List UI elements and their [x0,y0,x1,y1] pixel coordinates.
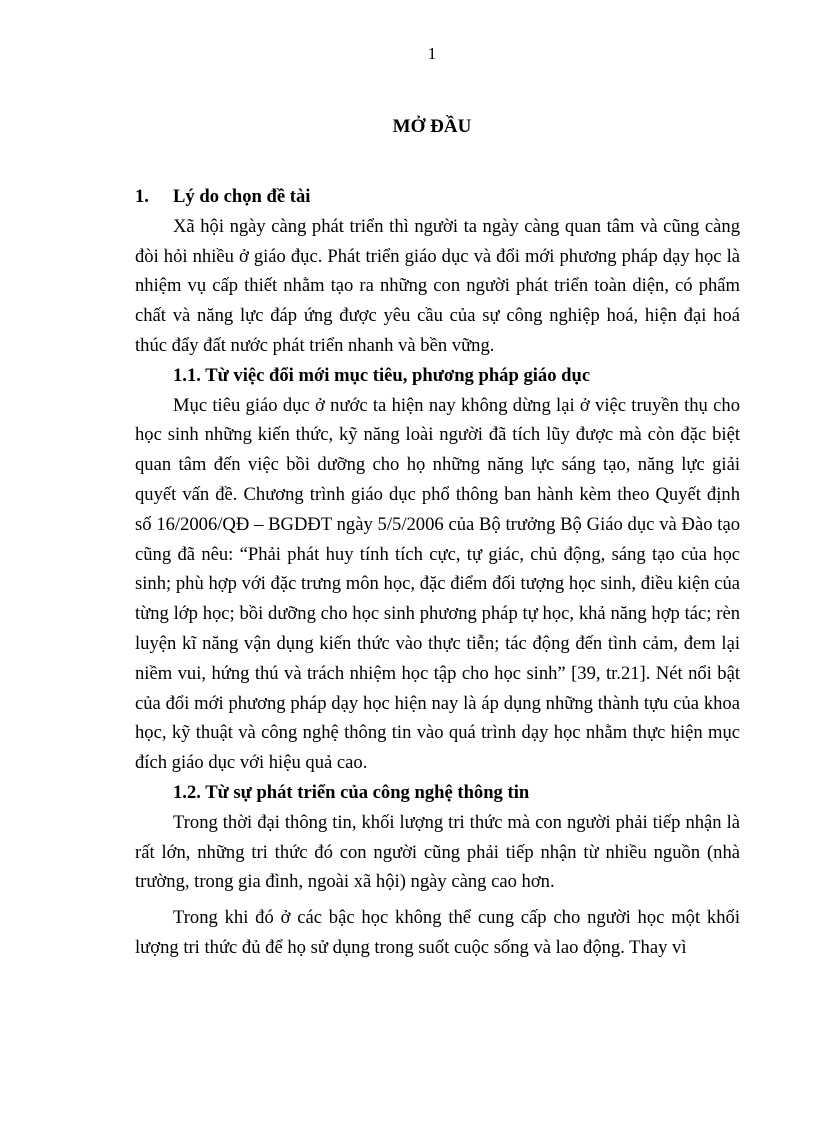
paragraph-intro: Xã hội ngày càng phát triển thì người ta ngày càng quan tâm và cũng càng đòi hỏi nhiều ở giáo đục. Phát triển giáo dục và đổi mới phương pháp dạy học là nhiệm vụ cấp thiết nhằm tạo ra những con người phát triển toàn diện, có phẩm chất và năng lực đáp ứng được yêu cầu của sự công nghiệp hoá, hiện đại hoá thúc đẩy đất nước phát triển nhanh và bền vững. [135,215,740,356]
section-number: 1. [135,186,149,207]
page-title: MỞ ĐẦU [392,116,472,137]
section-heading-1 [135,182,740,212]
paragraph-1-2-a: Trong thời đại thông tin, khối lượng tri thức mà con người phải tiếp nhận là rất lớn, những tri thức đó con người cũng phải tiếp nhận từ nhiều nguồn (nhà trường, trong gia đình, ngoài xã hội) ngày càng cao hơn. [135,811,740,893]
subsection-heading-1-1: 1.1. Từ việc đổi mới mục tiêu, phương pháp giáo dục [173,364,591,386]
document-body [135,182,740,963]
page-number: 1 [427,44,437,63]
paragraph-1-1: Mục tiêu giáo dục ở nước ta hiện nay không dừng lại ở việc truyền thụ cho học sinh những kiến thức, kỹ năng loài người đã tích lũy được mà còn đặc biệt quan tâm đến việc bồi dưỡng cho họ những năng lực sáng tạo, năng lực giải quyết vấn đề. Chương trình giáo dục phổ thông ban hành kèm theo Quyết định số 16/2006/QĐ – BGDĐT ngày 5/5/2006 của Bộ trưởng Bộ Giáo dục và Đào tạo cũng đã nêu: “Phải phát huy tính tích cực, tự giác, chủ động, sáng tạo của học sinh; phù hợp với đặc trưng môn học, đặc điểm đối tượng học sinh, điều kiện của từng lớp học; bồi dưỡng cho học sinh phương pháp tự học, khả năng hợp tác; rèn luyện kĩ năng vận dụng kiến thức vào thực tiễn; tác động đến tình cảm, đem lại niềm vui, hứng thú và trách nhiệm học tập cho học sinh” [39, tr.21]. Nét nổi bật của đổi mới phương pháp dạy học hiện nay là áp dụng những thành tựu của khoa học, kỹ thuật và công nghệ thông tin vào quá trình dạy học nhằm thực hiện mục đích giáo dục với hiệu quả cao. [135,394,740,774]
paragraph-1-2-b: Trong khi đó ở các bậc học không thể cung cấp cho người học một khối lượng tri thức đủ để họ sử dụng trong suốt cuộc sống và lao động. Thay vì [135,907,740,958]
section-title: Lý do chọn đề tài [173,186,311,207]
subsection-heading-1-2: 1.2. Từ sự phát triển của công nghệ thông tin [173,781,530,803]
